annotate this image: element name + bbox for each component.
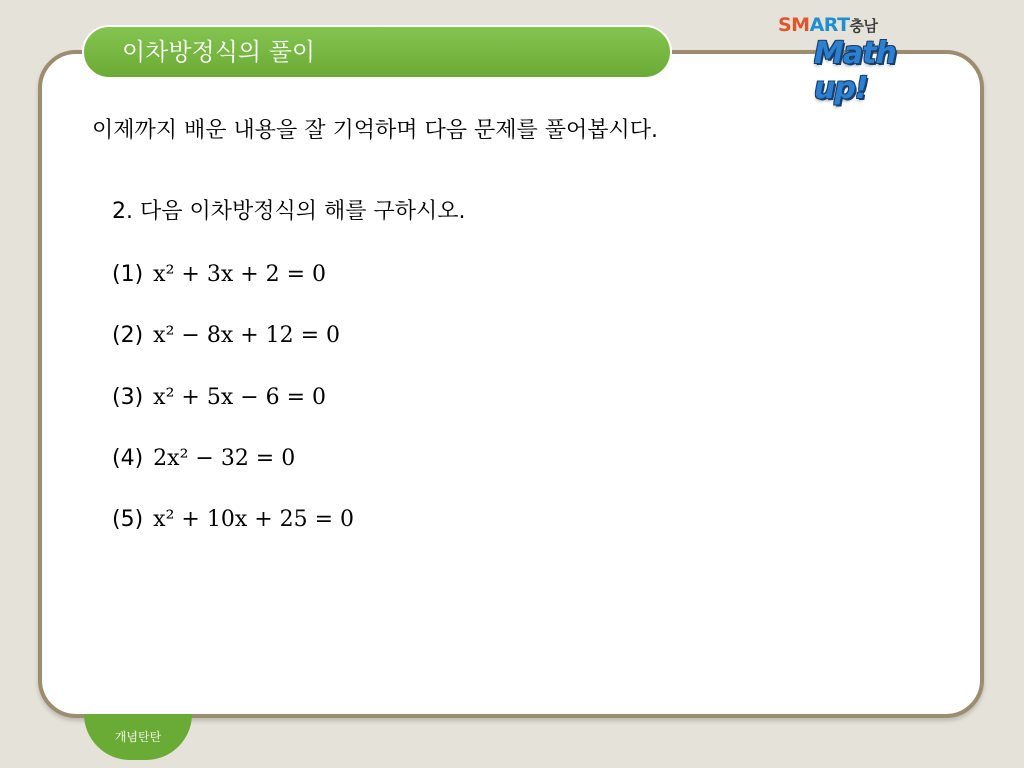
problem-equation: x² + 3x + 2 = 0	[153, 262, 327, 287]
question-heading: 2. 다음 이차방정식의 해를 구하시오.	[112, 199, 466, 224]
problem-label: (2)	[112, 323, 144, 348]
smart-math-up-logo	[776, 12, 946, 106]
problem-item	[112, 260, 326, 290]
problem-label: (3)	[112, 385, 144, 410]
problem-equation: x² + 10x + 25 = 0	[153, 507, 355, 532]
problem-label: (4)	[112, 446, 144, 471]
problem-label: (1)	[112, 262, 144, 287]
logo-region: 충남	[849, 17, 878, 35]
logo-smart-text	[778, 14, 878, 36]
problem-item	[112, 444, 295, 474]
problem-item	[112, 321, 340, 351]
section-badge	[84, 714, 192, 760]
problem-item	[112, 383, 326, 413]
logo-smart-part1: SM	[778, 14, 810, 36]
problem-equation: 2x² − 32 = 0	[153, 446, 296, 471]
problem-label: (5)	[112, 507, 144, 532]
intro-text: 이제까지 배운 내용을 잘 기억하며 다음 문제를 풀어봅시다.	[92, 118, 658, 143]
logo-smart-part2: ART	[809, 14, 850, 36]
section-badge-label: 개념탄탄	[114, 730, 162, 744]
problem-equation: x² − 8x + 12 = 0	[153, 323, 341, 348]
title-bar	[82, 25, 672, 79]
problem-item	[112, 505, 354, 535]
logo-math-up: Math up!	[814, 36, 896, 106]
problem-equation: x² + 5x − 6 = 0	[153, 385, 327, 410]
page-title: 이차방정식의 풀이	[122, 38, 316, 66]
